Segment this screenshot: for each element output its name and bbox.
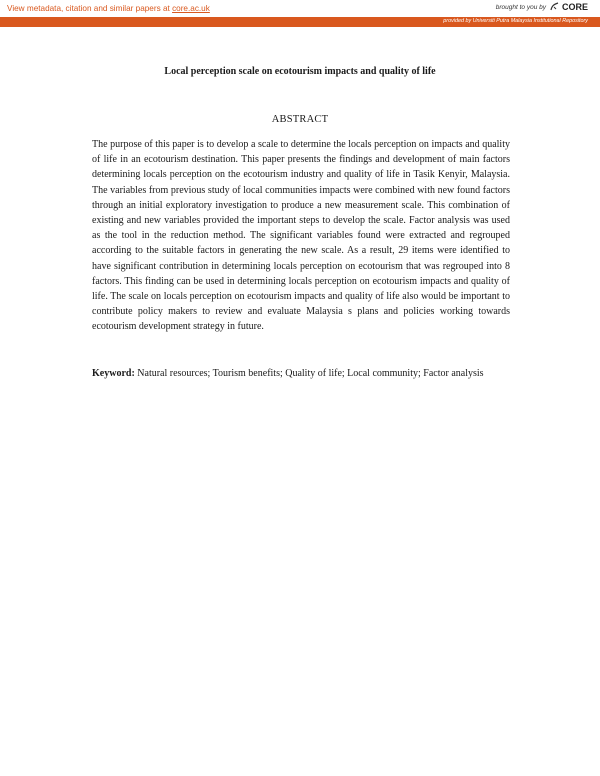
provided-by-strip [0, 17, 600, 27]
keyword-paragraph [92, 366, 510, 381]
brought-by-text: brought to you by [495, 3, 546, 11]
core-link-prefix: View metadata, citation and similar papers at [7, 4, 173, 13]
abstract-body: The purpose of this paper is to develop a scale to determine the locals perception on impacts and quality of life in an ecotourism destination. This paper presents the findings and development of main factors determining locals perception on the ecotourism industry and quality of life in Tasik Kenyir, Malaysia. The variables from previous study of local communities impacts were combined with new found factors through an initial exploratory investigation to produce a new measurement scale. This combination of existing and new variables provided the important steps to develop the scale. Factor analysis was used as the tool in the reduction method. The significant variables found were extracted and regrouped according to the suitable factors in generating the new scale. As a result, 29 items were identified to have significant contribution in determining locals perception on ecotourism that was regrouped into 8 factors. This finding can be used in determining locals perception on ecotourism impacts and quality of life. The scale on locals perception on ecotourism impacts and quality of life also would be important to contribute policy makers to review and evaluate Malaysia s plans and policies working towards ecotourism development strategy in future. [92, 139, 510, 333]
abstract-heading: ABSTRACT [271, 114, 329, 125]
brought-to-you-by [496, 2, 588, 12]
keyword-label: Keyword: [92, 368, 135, 379]
core-metadata-link[interactable] [7, 4, 210, 13]
provided-by-text[interactable]: provided by Universiti Putra Malaysia Institutional Repository [443, 18, 588, 24]
core-banner [0, 0, 600, 27]
paper-title: Local perception scale on ecotourism impacts and quality of life [164, 66, 436, 77]
core-logo-text[interactable]: CORE [561, 2, 588, 12]
keyword-list: Natural resources; Tourism benefits; Quality of life; Local community; Factor analysis [137, 368, 484, 379]
core-logo-icon [549, 2, 559, 12]
core-ac-uk-link[interactable]: core.ac.uk [172, 4, 210, 13]
